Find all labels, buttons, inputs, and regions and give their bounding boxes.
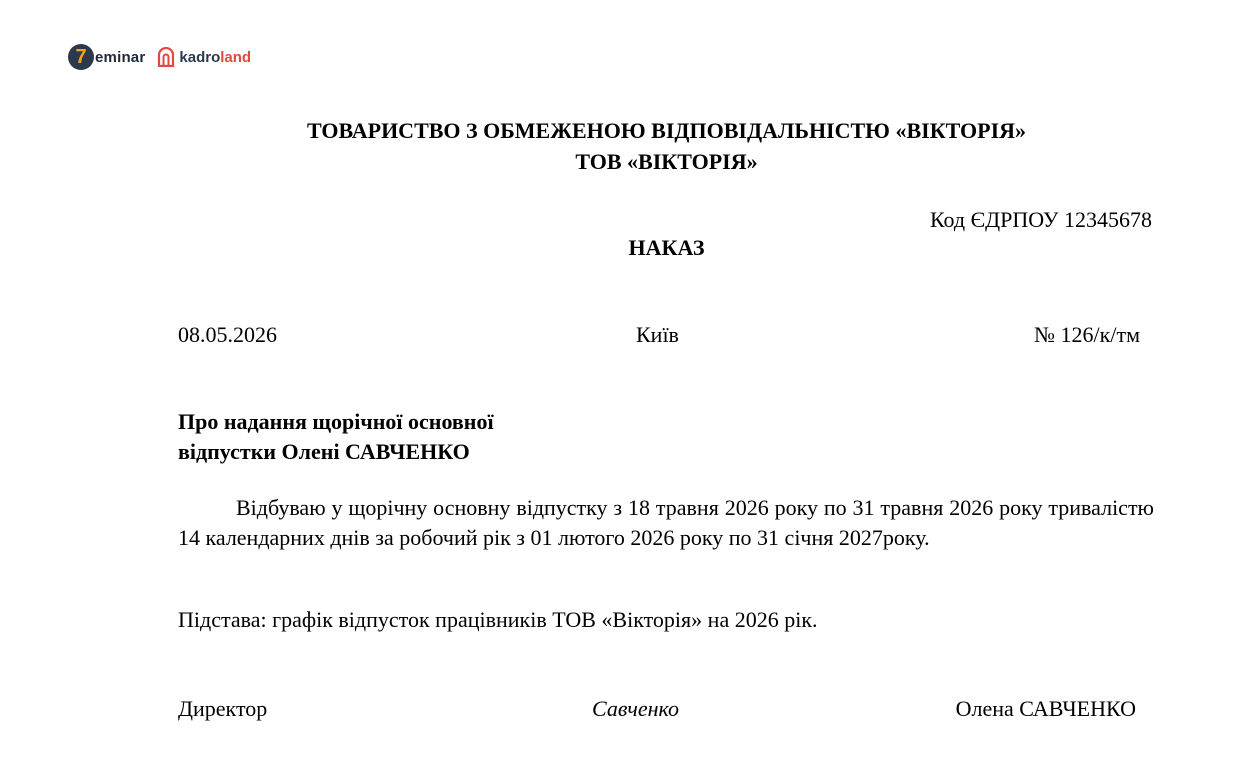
kadroland-house-icon (157, 47, 175, 67)
handwritten-signature: Савченко (592, 696, 680, 721)
document-body: Відбуваю у щорічну основну відпустку з 18 травня 2026 року по 31 травня 2026 року тривалістю 14 календарних днів за робочий рік з 01 лютого 2026 року по 31 січня 2027року. (178, 495, 1154, 550)
document-city: Київ (636, 322, 679, 347)
kadroland-logo-text-main: kadro (179, 48, 221, 66)
signer-position: Директор (178, 696, 268, 721)
edrpou-code: Код ЄДРПОУ 12345678 (929, 207, 1152, 232)
header-logos (68, 44, 251, 70)
seminar-logo-digit: 7 (68, 44, 94, 70)
document-title: НАКАЗ (628, 235, 705, 260)
subject-line-1: Про надання щорічної основної (178, 409, 494, 434)
document-date: 08.05.2026 (178, 322, 277, 347)
seminar-logo (68, 44, 145, 70)
kadroland-logo-text-accent: land (220, 48, 252, 66)
seminar-logo-text: eminar (95, 48, 146, 66)
company-short-name: ТОВ «ВІКТОРІЯ» (575, 149, 758, 174)
document-basis: Підстава: графік відпусток працівників ТОВ «Вікторія» на 2026 рік. (178, 607, 818, 632)
document-number: № 126/к/тм (1034, 322, 1140, 347)
company-full-name: ТОВАРИСТВО З ОБМЕЖЕНОЮ ВІДПОВІДАЛЬНІСТЮ «ВІКТОРІЯ» (306, 118, 1027, 143)
signer-name: Олена САВЧЕНКО (955, 696, 1136, 721)
kadroland-logo (157, 47, 251, 67)
subject-line-2: відпустки Олені САВЧЕНКО (178, 439, 470, 464)
kadroland-logo-text (179, 49, 251, 66)
document-subject (178, 407, 494, 467)
